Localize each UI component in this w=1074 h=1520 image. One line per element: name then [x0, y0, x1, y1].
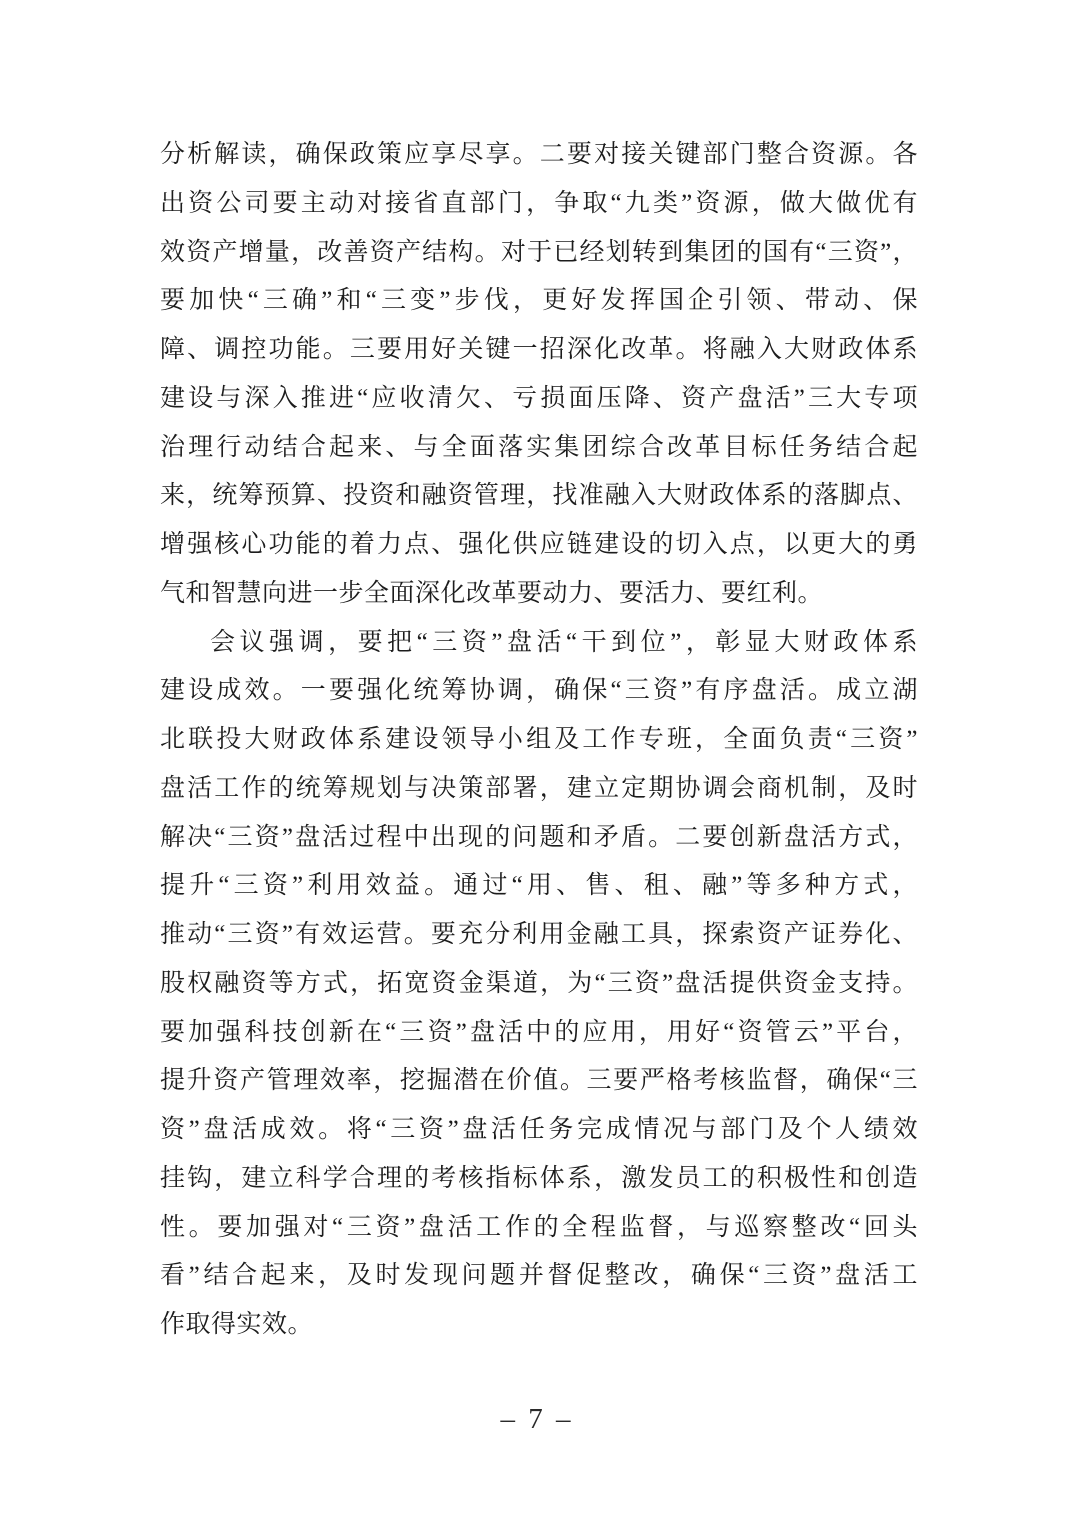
text-line: 盘活工作的统筹规划与决策部署，建立定期协调会商机制，及时 — [160, 774, 918, 802]
text-line: 气和智慧向进一步全面深化改革要动力、要活力、要红利。 — [160, 579, 824, 607]
text-line: 作取得实效。 — [160, 1311, 314, 1338]
text-line: 来，统筹预算、投资和融资管理，找准融入大财政体系的落脚点、 — [160, 482, 918, 510]
text-line: 提升“三资”利用效益。通过“用、售、租、融”等多种方式， — [160, 872, 918, 900]
text-line: 性。要加强对“三资”盘活工作的全程监督，与巡察整改“回头 — [160, 1213, 918, 1241]
text-line: 分析解读，确保政策应享尽享。二要对接关键部门整合资源。各 — [160, 141, 918, 168]
text-line: 资”盘活成效。将“三资”盘活任务完成情况与部门及个人绩效 — [160, 1116, 918, 1143]
text-line: 股权融资等方式，拓宽资金渠道，为“三资”盘活提供资金支持。 — [160, 969, 918, 997]
text-line: 增强核心功能的着力点、强化供应链建设的切入点，以更大的勇 — [160, 531, 918, 558]
text-line: 建设与深入推进“应收清欠、亏损面压降、资产盘活”三大专项 — [160, 384, 918, 412]
text-line: 要加快“三确”和“三变”步伐，更好发挥国企引领、带动、保 — [160, 287, 918, 315]
text-line: 建设成效。一要强化统筹协调，确保“三资”有序盘活。成立湖 — [160, 677, 918, 705]
text-line: 效资产增量，改善资产结构。对于已经划转到集团的国有“三资”， — [160, 238, 918, 266]
document-body — [160, 131, 918, 1350]
text-line: 提升资产管理效率，挖掘潜在价值。三要严格考核监督，确保“三 — [160, 1067, 918, 1095]
text-line: 会议强调，要把“三资”盘活“干到位”，彰显大财政体系 — [210, 628, 918, 656]
text-line: 看”结合起来，及时发现问题并督促整改，确保“三资”盘活工 — [160, 1262, 918, 1290]
text-line: 解决“三资”盘活过程中出现的问题和矛盾。二要创新盘活方式， — [160, 823, 918, 851]
text-line: 出资公司要主动对接省直部门，争取“九类”资源，做大做优有 — [160, 189, 918, 217]
text-line: 挂钩，建立科学合理的考核指标体系，激发员工的积极性和创造 — [160, 1164, 918, 1192]
text-line: 要加强科技创新在“三资”盘活中的应用，用好“资管云”平台， — [160, 1018, 918, 1046]
text-line: 北联投大财政体系建设领导小组及工作专班，全面负责“三资” — [160, 726, 918, 753]
text-line: 治理行动结合起来、与全面落实集团综合改革目标任务结合起 — [160, 433, 918, 461]
page-number: – 7 – — [500, 1403, 574, 1435]
text-line: 障、调控功能。三要用好关键一招深化改革。将融入大财政体系 — [160, 336, 918, 363]
text-line: 推动“三资”有效运营。要充分利用金融工具，探索资产证券化、 — [160, 921, 918, 948]
